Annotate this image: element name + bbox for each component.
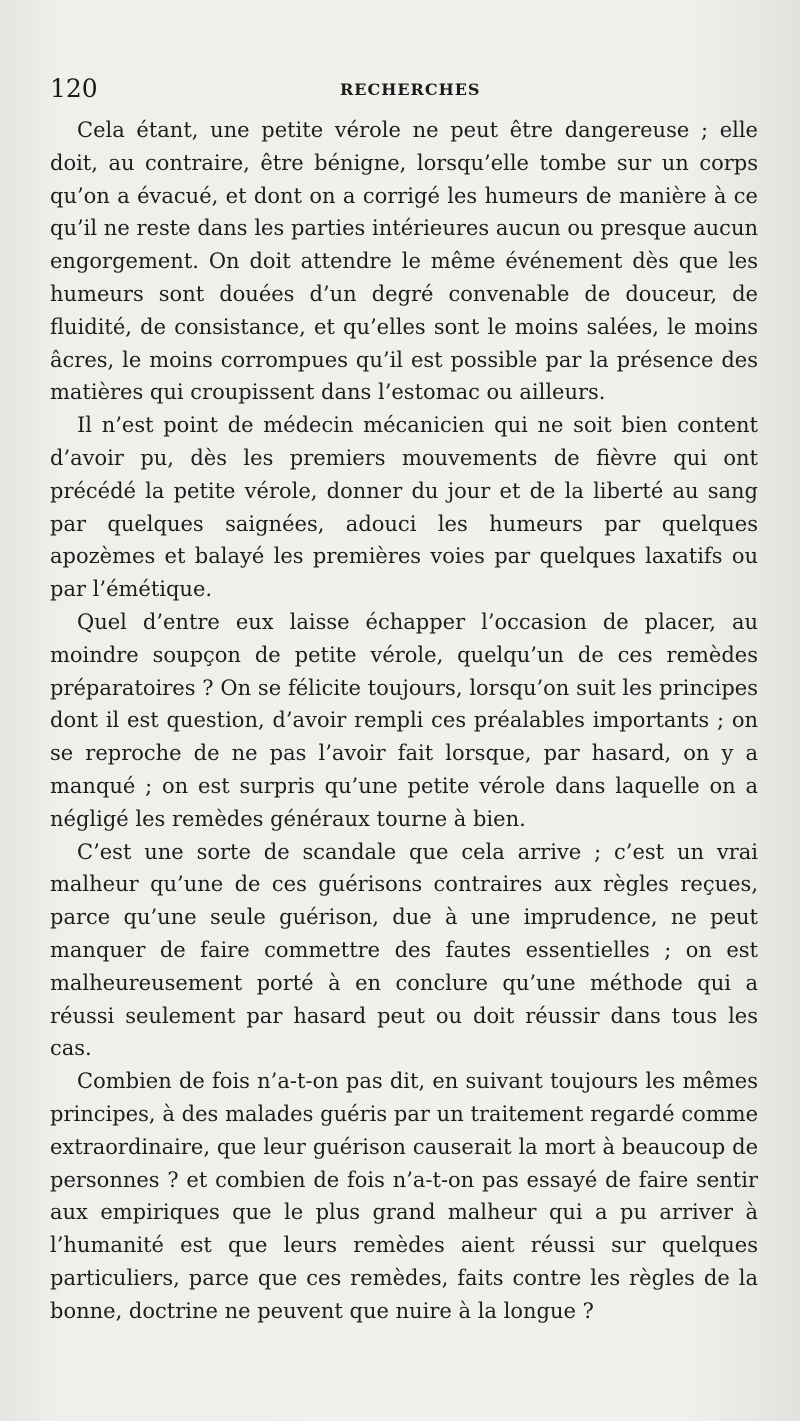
paragraph-2: Il n’est point de médecin mécanicien qui ne soit bien content d’avoir pu, dès les premiers mouvements de fièvre qui ont précédé la petite vérole, donner du jour et de la liberté au sang par quelques saignées, adouci les humeurs par quelques apozèmes et balayé les premières voies par quelques laxatifs ou par l’émétique. (50, 413, 758, 602)
page-number: 120 (50, 74, 98, 103)
paragraph-1: Cela étant, une petite vérole ne peut être dangereuse ; elle doit, au contraire, être bénigne, lorsqu’elle tombe sur un corps qu’on a évacué, et dont on a corrigé les humeurs de manière à ce qu’il ne reste dans les parties intérieures aucun ou presque aucun engorgement. On doit attendre le même événement dès que les humeurs sont douées d’un degré convenable de douceur, de fluidité, de consistance, et qu’elles sont le moins salées, le moins âcres, le moins corrompues qu’il est possible par la présence des matières qui croupissent dans l’estomac ou ailleurs. (50, 118, 758, 405)
paragraph-5: Combien de fois n’a-t-on pas dit, en suivant toujours les mêmes principes, à des malades guéris par un traitement regardé comme extraordinaire, que leur guérison causerait la mort à beaucoup de personnes ? et combien de fois n’a-t-on pas essayé de faire sentir aux empiriques que le plus grand malheur qui a pu arriver à l’humanité est que leurs remèdes aient réussi sur quelques particuliers, parce que ces remèdes, faits contre les règles de la bonne, doctrine ne peuvent que nuire à la longue ? (50, 1069, 758, 1323)
paragraph-3: Quel d’entre eux laisse échapper l’occasion de placer, au moindre soupçon de petite vérole, quelqu’un de ces remèdes préparatoires ? On se félicite toujours, lorsqu’on suit les principes dont il est question, d’avoir rempli ces préalables importants ; on se reproche de ne pas l’avoir fait lorsque, par hasard, on y a manqué ; on est surpris qu’une petite vérole dans laquelle on a négligé les remèdes généraux tourne à bien. (50, 609, 758, 831)
page-header (50, 74, 760, 108)
running-title: RECHERCHES (340, 80, 481, 99)
body-text (50, 114, 758, 1327)
paragraph-4: C’est une sorte de scandale que cela arrive ; c’est un vrai malheur qu’une de ces guérisons contraires aux règles reçues, parce qu’une seule guérison, due à une imprudence, ne peut manquer de faire commettre des fautes essentielles ; on est malheureusement porté à en conclure qu’une méthode qui a réussi seulement par hasard peut ou doit réussir dans tous les cas. (50, 839, 758, 1061)
